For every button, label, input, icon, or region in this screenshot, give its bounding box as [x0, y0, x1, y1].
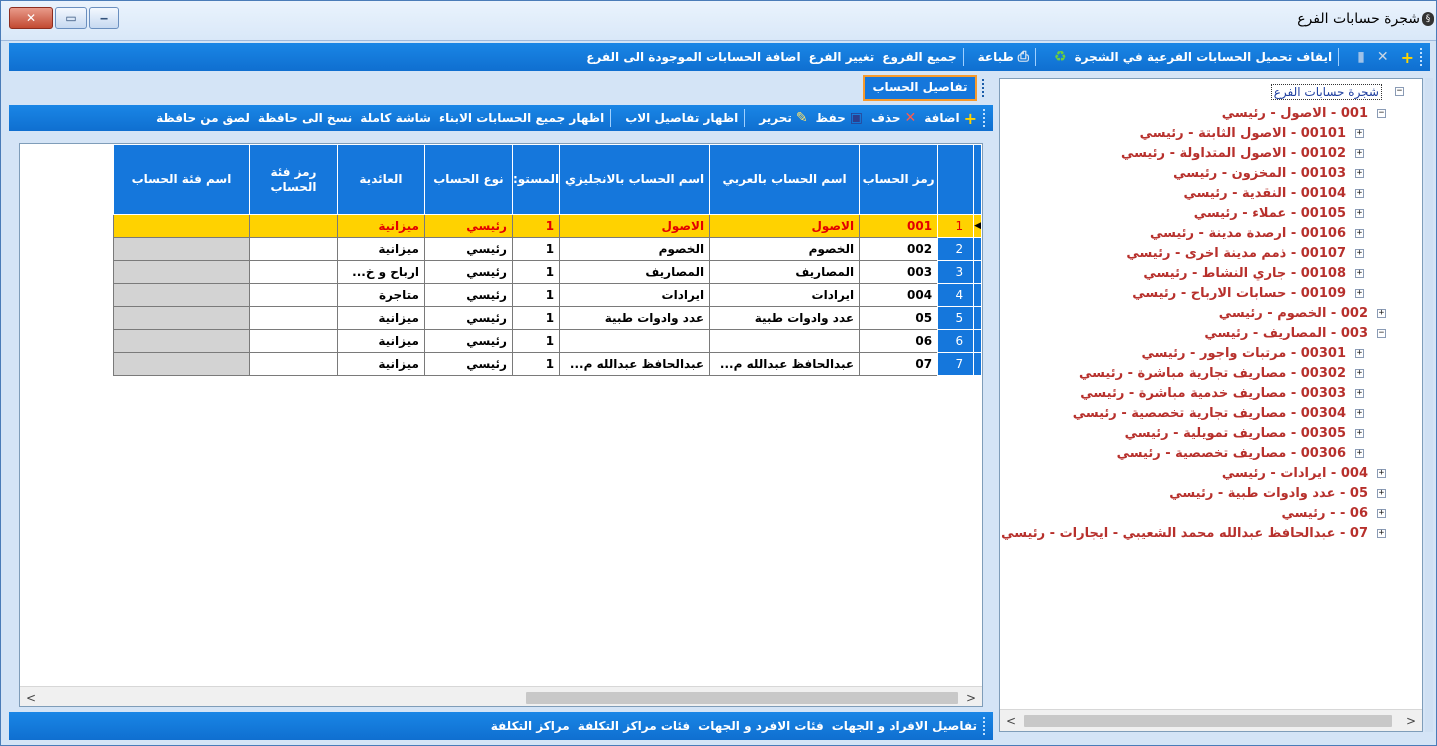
expand-icon[interactable]: +: [1378, 468, 1385, 478]
full-screen-button[interactable]: [360, 111, 431, 125]
tree-node[interactable]: 00302 - مصاريف تجارية مباشرة - رئيسي: [1079, 366, 1346, 381]
toolbar-separator: [1035, 48, 1036, 66]
expand-icon[interactable]: +: [1356, 128, 1363, 138]
expand-icon[interactable]: +: [1378, 508, 1385, 518]
row-number[interactable]: 4: [938, 284, 974, 307]
show-children-label: اظهار جميع الحسابات الابناء: [438, 111, 605, 125]
refresh-icon: ♻: [1054, 49, 1067, 65]
header-account-name-ar[interactable]: اسم الحساب بالعربي: [710, 145, 860, 215]
toolbar-separator: [610, 109, 611, 127]
cell-account-name-en[interactable]: المصاريف: [560, 261, 710, 284]
cell-category-code[interactable]: [249, 330, 337, 353]
window-controls: [9, 7, 121, 29]
cell-account-name-en[interactable]: الخصوم: [560, 238, 710, 261]
cell-family[interactable]: ميزانية: [337, 215, 424, 238]
row-indicator[interactable]: [974, 261, 982, 284]
change-branch-label: تغيير الفرع: [808, 50, 875, 64]
expand-icon[interactable]: +: [1356, 348, 1363, 358]
stop-loading-button[interactable]: [1075, 50, 1333, 64]
print-button[interactable]: [978, 49, 1029, 65]
show-parent-details-label: اظهار تفاصيل الاب: [625, 111, 739, 125]
accounts-grid[interactable]: [19, 143, 983, 707]
scroll-right-icon[interactable]: >: [1405, 714, 1416, 728]
all-branches-button[interactable]: [882, 50, 956, 64]
print-label: طباعة: [977, 50, 1014, 64]
cell-account-type[interactable]: رئيسي: [424, 307, 512, 330]
header-account-name-en[interactable]: اسم الحساب بالانجليزي: [560, 145, 710, 215]
cell-account-name-ar[interactable]: المصاريف: [710, 261, 860, 284]
plus-icon: +: [1400, 47, 1414, 67]
cell-account-code[interactable]: 05: [860, 307, 938, 330]
details-save-button[interactable]: [816, 110, 863, 126]
tree-node[interactable]: 00303 - مصاريف خدمية مباشرة - رئيسي: [1080, 386, 1346, 401]
table-row[interactable]: [113, 353, 981, 376]
tree-node[interactable]: 05 - عدد وادوات طبية - رئيسي: [1169, 486, 1368, 501]
cell-category-name[interactable]: [113, 353, 249, 376]
cell-account-code[interactable]: 003: [860, 261, 938, 284]
cell-account-name-en[interactable]: ايرادات: [560, 284, 710, 307]
tree-node[interactable]: 002 - الخصوم - رئيسي: [1218, 306, 1368, 321]
tab-cost-centers[interactable]: مراكز التكلفة: [490, 719, 570, 733]
row-number[interactable]: 6: [938, 330, 974, 353]
cell-level[interactable]: 1: [512, 307, 559, 330]
header-category-code[interactable]: رمز فئة الحساب: [249, 145, 337, 215]
paste-from-clipboard-label: لصق من حافظة: [156, 111, 250, 125]
expand-icon[interactable]: +: [1378, 528, 1385, 538]
cell-category-code[interactable]: [249, 353, 337, 376]
cell-account-name-ar[interactable]: الاصول: [710, 215, 860, 238]
expand-icon[interactable]: +: [1378, 488, 1385, 498]
row-indicator[interactable]: [974, 238, 982, 261]
scroll-left-icon[interactable]: <: [1006, 714, 1017, 728]
details-toolbar-grip[interactable]: [983, 109, 987, 127]
details-add-label: اضافة: [924, 111, 960, 125]
tree-node[interactable]: 00107 - ذمم مدينة اخرى - رئيسي: [1126, 246, 1346, 261]
tab-account-details[interactable]: تفاصيل الحساب: [863, 75, 977, 101]
copy-to-clipboard-button[interactable]: [258, 111, 352, 125]
cell-level[interactable]: 1: [512, 284, 559, 307]
cell-account-code[interactable]: 002: [860, 238, 938, 261]
tree-node[interactable]: 00105 - عملاء - رئيسي: [1193, 206, 1346, 221]
stop-loading-label: ايقاف تحميل الحسابات الفرعية في الشجرة: [1074, 50, 1333, 64]
plus-icon: +: [963, 108, 977, 128]
header-indicator: [974, 145, 982, 215]
tree-node[interactable]: 001 - الاصول - رئيسي: [1221, 106, 1368, 121]
tree-node[interactable]: 00101 - الاصول الثابتة - رئيسي: [1139, 126, 1346, 141]
table-row[interactable]: [113, 284, 981, 307]
details-add-button[interactable]: [924, 109, 977, 128]
expand-icon[interactable]: +: [1356, 388, 1363, 398]
close-button[interactable]: ✕: [9, 7, 53, 29]
current-row-indicator-icon[interactable]: ◀: [974, 215, 982, 238]
cell-category-name[interactable]: [113, 261, 249, 284]
header-family[interactable]: العائدية: [337, 145, 424, 215]
row-number[interactable]: 1: [938, 215, 974, 238]
cell-account-type[interactable]: رئيسي: [424, 261, 512, 284]
details-save-label: حفظ: [815, 111, 846, 125]
table-row[interactable]: [113, 307, 981, 330]
cell-account-code[interactable]: 07: [860, 353, 938, 376]
header-account-code[interactable]: رمز الحساب: [860, 145, 938, 215]
cell-family[interactable]: متاجرة: [337, 284, 424, 307]
tab-cost-center-categories[interactable]: فئات مراكز التكلفة: [577, 719, 691, 733]
tree-node[interactable]: 00301 - مرتبات واجور - رئيسي: [1141, 346, 1346, 361]
toolbar-grip[interactable]: [1420, 48, 1424, 66]
bottom-bar-grip[interactable]: [983, 717, 987, 735]
scroll-right-icon[interactable]: >: [965, 691, 976, 705]
row-number[interactable]: 2: [938, 238, 974, 261]
cell-account-name-ar[interactable]: عدد وادوات طبية: [710, 307, 860, 330]
table-row[interactable]: [113, 330, 981, 353]
table-row[interactable]: [113, 215, 981, 238]
cell-category-name[interactable]: [113, 330, 249, 353]
root-collapse-icon[interactable]: −: [1396, 86, 1403, 96]
delete-button[interactable]: [1373, 49, 1389, 65]
cell-category-name[interactable]: [113, 238, 249, 261]
tree-node[interactable]: 00109 - حسابات الارباح - رئيسي: [1132, 286, 1346, 301]
expand-icon[interactable]: +: [1356, 428, 1363, 438]
row-number[interactable]: 5: [938, 307, 974, 330]
maximize-button[interactable]: ▭: [55, 7, 87, 29]
details-toolbar: [9, 105, 993, 131]
add-existing-accounts-label: اضافة الحسابات الموجودة الى الفرع: [586, 50, 801, 64]
toolbar-separator: [744, 109, 745, 127]
cell-level[interactable]: 1: [512, 330, 559, 353]
cell-account-name-ar[interactable]: عبدالحافظ عبدالله م...: [710, 353, 860, 376]
tree-node[interactable]: 00306 - مصاريف تخصصية - رئيسي: [1116, 446, 1346, 461]
show-parent-details-button[interactable]: [625, 111, 738, 125]
header-account-type[interactable]: نوع الحساب: [424, 145, 512, 215]
cell-account-code[interactable]: 06: [860, 330, 938, 353]
cell-category-name[interactable]: [113, 284, 249, 307]
add-existing-accounts-button[interactable]: [586, 50, 800, 64]
details-tab-grip[interactable]: [982, 79, 986, 97]
expand-icon[interactable]: +: [1356, 268, 1363, 278]
expand-icon[interactable]: +: [1356, 288, 1363, 298]
accounts-tree[interactable]: [999, 78, 1423, 732]
delete-icon: ✕: [1376, 49, 1389, 65]
cell-account-name-ar[interactable]: الخصوم: [710, 238, 860, 261]
cell-category-code[interactable]: [249, 238, 337, 261]
window-title: شجرة حسابات الفرع: [1297, 11, 1420, 27]
cell-family[interactable]: ميزانية: [337, 353, 424, 376]
expand-icon[interactable]: +: [1356, 228, 1363, 238]
cell-account-code[interactable]: 004: [860, 284, 938, 307]
cell-account-name-en[interactable]: عدد وادوات طبية: [560, 307, 710, 330]
details-delete-label: حذف: [870, 111, 901, 125]
expand-icon[interactable]: +: [1356, 208, 1363, 218]
tree-node[interactable]: 06 - - رئيسي: [1281, 506, 1368, 521]
expand-icon[interactable]: +: [1356, 408, 1363, 418]
cell-account-name-en[interactable]: عبدالحافظ عبدالله م...: [560, 353, 710, 376]
bottom-tabs-bar: [9, 712, 993, 740]
save-icon: ▮: [1357, 49, 1365, 65]
cell-category-code[interactable]: [249, 215, 337, 238]
add-button[interactable]: [1397, 48, 1414, 67]
toolbar-separator: [1338, 48, 1339, 66]
save-button[interactable]: [1353, 49, 1365, 65]
app-icon: §: [1422, 12, 1434, 26]
cell-family[interactable]: ميزانية: [337, 238, 424, 261]
delete-icon: ✕: [904, 110, 917, 126]
row-number[interactable]: 3: [938, 261, 974, 284]
cell-level[interactable]: 1: [512, 261, 559, 284]
tree-node[interactable]: 004 - ايرادات - رئيسي: [1221, 466, 1368, 481]
header-row-number: [938, 145, 974, 215]
window-edge: [1425, 78, 1433, 732]
expand-icon[interactable]: +: [1356, 188, 1363, 198]
tree-node[interactable]: 00104 - النقدية - رئيسي: [1183, 186, 1346, 201]
expand-icon[interactable]: +: [1356, 368, 1363, 378]
collapse-icon[interactable]: −: [1378, 108, 1385, 118]
cell-level[interactable]: 1: [512, 215, 559, 238]
details-delete-button[interactable]: [871, 110, 916, 126]
tab-persons-categories[interactable]: فئات الافرد و الجهات: [698, 719, 824, 733]
cell-account-type[interactable]: رئيسي: [424, 215, 512, 238]
row-indicator[interactable]: [974, 307, 982, 330]
cell-category-code[interactable]: [249, 307, 337, 330]
row-number[interactable]: 7: [938, 353, 974, 376]
cell-account-type[interactable]: رئيسي: [424, 284, 512, 307]
header-level[interactable]: المستو:: [512, 145, 559, 215]
show-children-button[interactable]: [439, 111, 604, 125]
cell-family[interactable]: ميزانية: [337, 330, 424, 353]
tree-root[interactable]: شجرة حسابات الفرع: [1271, 84, 1382, 100]
change-branch-button[interactable]: [809, 50, 875, 64]
table-row[interactable]: [113, 261, 981, 284]
cell-level[interactable]: 1: [512, 353, 559, 376]
tree-node[interactable]: 00108 - جاري النشاط - رئيسي: [1143, 266, 1346, 281]
cell-account-name-ar[interactable]: ايرادات: [710, 284, 860, 307]
cell-category-name[interactable]: [113, 215, 249, 238]
cell-account-type[interactable]: رئيسي: [424, 238, 512, 261]
collapse-icon[interactable]: −: [1378, 328, 1385, 338]
cell-level[interactable]: 1: [512, 238, 559, 261]
tree-scroll-thumb[interactable]: [1024, 715, 1392, 727]
cell-account-name-en[interactable]: الاصول: [560, 215, 710, 238]
cell-account-type[interactable]: رئيسي: [424, 330, 512, 353]
minimize-button[interactable]: ‒: [89, 7, 119, 29]
tree-node[interactable]: 003 - المصاريف - رئيسي: [1204, 326, 1368, 341]
scroll-left-icon[interactable]: <: [26, 691, 37, 705]
tree-node[interactable]: 00102 - الاصول المتداولة - رئيسي: [1120, 146, 1346, 161]
pencil-icon: ✎: [795, 110, 808, 126]
details-edit-button[interactable]: [759, 110, 807, 126]
cell-account-type[interactable]: رئيسي: [424, 353, 512, 376]
table-row[interactable]: [113, 238, 981, 261]
row-indicator[interactable]: [974, 330, 982, 353]
grid-horizontal-scrollbar[interactable]: [20, 686, 982, 706]
floppy-disk-icon: ▣: [849, 110, 863, 126]
main-toolbar: [9, 43, 1430, 71]
cell-account-name-en[interactable]: [560, 330, 710, 353]
cell-category-code[interactable]: [249, 284, 337, 307]
all-branches-label: جميع الفروع: [882, 50, 957, 64]
details-edit-label: تحرير: [759, 111, 792, 125]
tree-node[interactable]: 00106 - ارصدة مدينة - رئيسي: [1149, 226, 1346, 241]
title-bar: [1, 1, 1436, 41]
paste-from-clipboard-button[interactable]: [156, 111, 250, 125]
expand-icon[interactable]: +: [1378, 308, 1385, 318]
toolbar-separator: [963, 48, 964, 66]
cell-account-name-ar[interactable]: [710, 330, 860, 353]
expand-icon[interactable]: +: [1356, 168, 1363, 178]
cell-family[interactable]: ارباح و خ...: [337, 261, 424, 284]
tree-node[interactable]: 07 - عبدالحافظ عبدالله محمد الشعيبي - ايجارات - رئيسي: [1001, 526, 1368, 541]
tree-node[interactable]: 00305 - مصاريف تمويلية - رئيسي: [1124, 426, 1346, 441]
grid-scroll-thumb[interactable]: [526, 692, 958, 704]
cell-account-code[interactable]: 001: [860, 215, 938, 238]
refresh-button[interactable]: [1050, 49, 1067, 65]
header-category-name[interactable]: اسم فئة الحساب: [113, 145, 249, 215]
tab-persons-details[interactable]: تفاصيل الافراد و الجهات: [831, 719, 977, 733]
grid-header-row: [113, 145, 981, 215]
cell-category-code[interactable]: [249, 261, 337, 284]
expand-icon[interactable]: +: [1356, 248, 1363, 258]
cell-family[interactable]: ميزانية: [337, 307, 424, 330]
tree-node[interactable]: 00103 - المخزون - رئيسي: [1173, 166, 1346, 181]
row-indicator[interactable]: [974, 353, 982, 376]
cell-category-name[interactable]: [113, 307, 249, 330]
row-indicator[interactable]: [974, 284, 982, 307]
tree-horizontal-scrollbar[interactable]: [1000, 709, 1422, 731]
accounts-table: [113, 144, 982, 376]
expand-icon[interactable]: +: [1356, 148, 1363, 158]
tree-node[interactable]: 00304 - مصاريف تجارية تخصصية - رئيسي: [1072, 406, 1346, 421]
print-icon: ⎙: [1017, 49, 1029, 65]
full-screen-label: شاشة كاملة: [360, 111, 431, 125]
copy-to-clipboard-label: نسخ الى حافظة: [257, 111, 353, 125]
expand-icon[interactable]: +: [1356, 448, 1363, 458]
tree-content: [1000, 79, 1422, 709]
